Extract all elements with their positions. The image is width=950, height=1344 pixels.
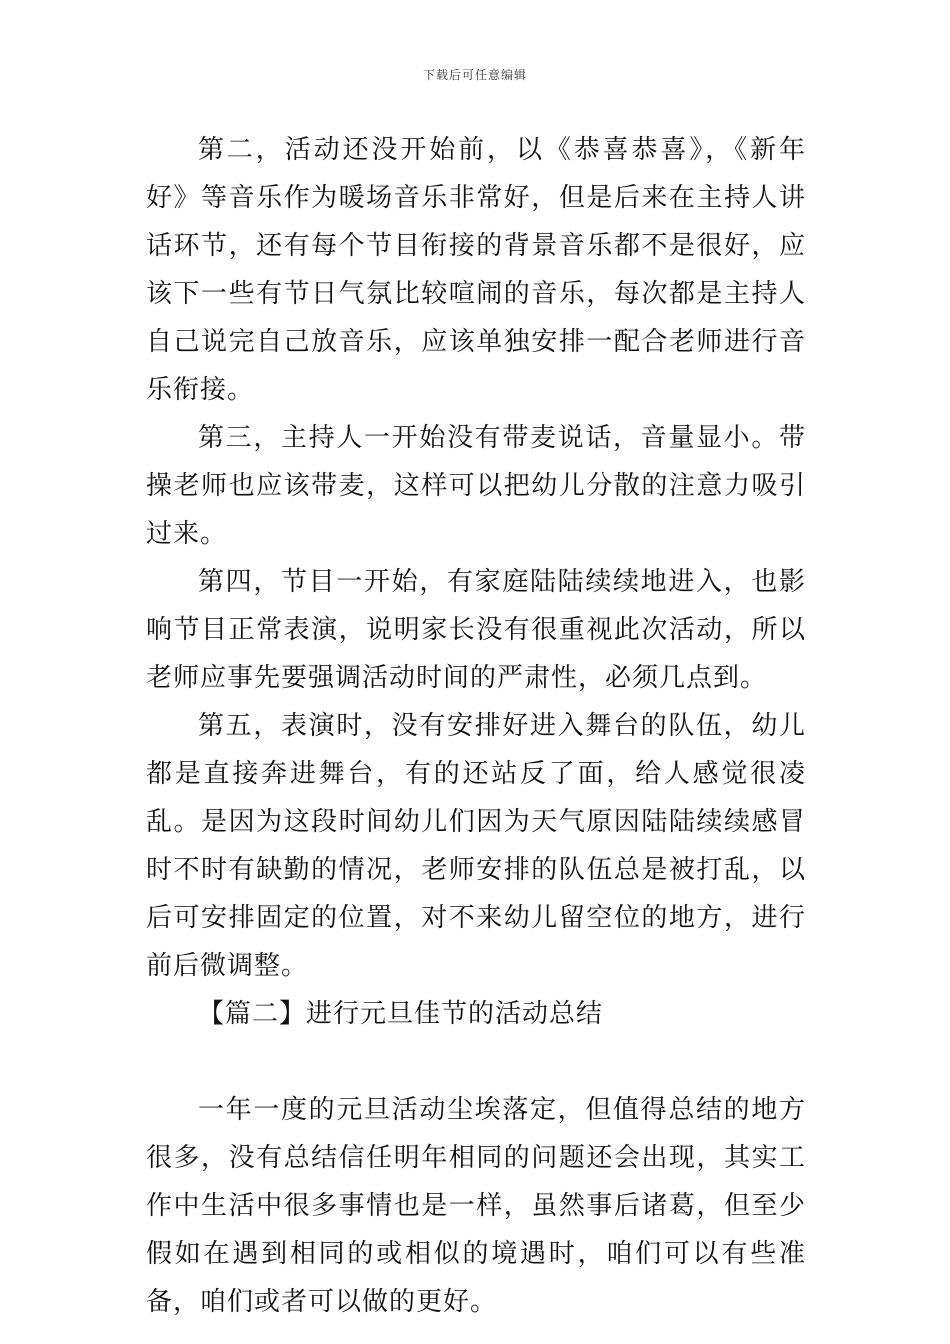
paragraph-third: 第三，主持人一开始没有带麦说话，音量显小。带操老师也应该带麦，这样可以把幼儿分散的注意力吸引过来。 [146,423,806,549]
document-body [146,126,806,1326]
paragraph-summary-intro: 一年一度的元旦活动尘埃落定，但值得总结的地方很多，没有总结信任明年相同的问题还会出现，其实工作中生活中很多事情也是一样，虽然事后诸葛，但至少假如在遇到相同的或相似的境遇时，咱们可以有些准备，咱们或者可以做的更好。 [146,1095,806,1317]
header-note: 下载后可任意编辑 [422,68,527,82]
section-heading: 【篇二】进行元旦佳节的活动总结 [198,999,604,1029]
paragraph-second: 第二，活动还没开始前，以《恭喜恭喜》，《新年好》等音乐作为暖场音乐非常好，但是后来在主持人讲话环节，还有每个节目衔接的背景音乐都不是很好，应该下一些有节日气氛比较喧闹的音乐，每次都是主持人自己说完自己放音乐，应该单独安排一配合老师进行音乐衔接。 [146,135,806,405]
spacer [146,1038,806,1086]
paragraph-fourth: 第四，节目一开始，有家庭陆陆续续地进入，也影响节目正常表演，说明家长没有很重视此次活动，所以老师应事先要强调活动时间的严肃性，必须几点到。 [146,567,806,693]
paragraph-fifth: 第五，表演时，没有安排好进入舞台的队伍，幼儿都是直接奔进舞台，有的还站反了面，给人感觉很凌乱。是因为这段时间幼儿们因为天气原因陆陆续续感冒时不时有缺勤的情况，老师安排的队伍总是被打乱，以后可安排固定的位置，对不来幼儿留空位的地方，进行前后微调整。 [146,711,806,981]
